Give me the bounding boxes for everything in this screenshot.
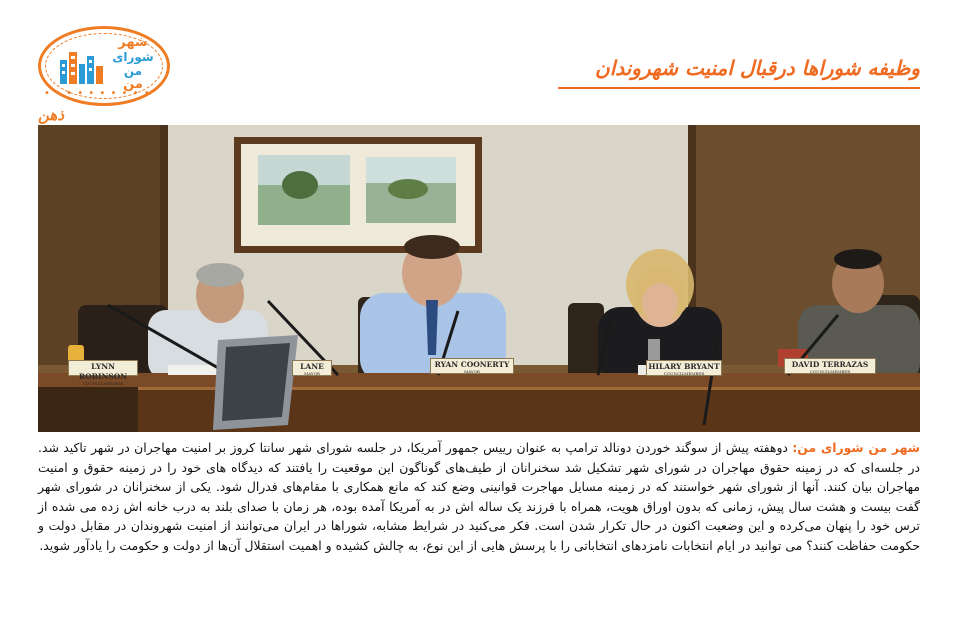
nameplate-role: COUNCILMEMBER (663, 371, 705, 376)
nameplate-role: COUNCILMEMBER (809, 369, 851, 374)
logo-dots: • • • • • • • • • • (44, 88, 151, 99)
nameplate-name: RYAN COONERTY (434, 360, 510, 369)
logo-wordmark (104, 36, 162, 92)
article-photo (38, 125, 920, 432)
nameplate-role: MAYOR (304, 371, 320, 376)
nameplate-name: HILARY BRYANT (648, 362, 720, 371)
nameplate-name: DAVID TERRAZAS (791, 360, 869, 369)
skyline-icon (58, 46, 108, 86)
council-meeting-photo (38, 125, 920, 432)
logo-line-1: شهر (118, 35, 148, 50)
article-lead: شهر من شورای من: (792, 440, 920, 455)
logo-signature: ذهن (38, 106, 65, 124)
nameplate-name: LANE (300, 362, 324, 371)
nameplate (430, 358, 514, 374)
nameplate (784, 358, 876, 374)
nameplate-role: MAYOR (464, 369, 480, 374)
nameplate (292, 360, 332, 376)
site-logo (38, 26, 176, 122)
nameplate-name: LYNN ROBINSON (78, 362, 128, 381)
logo-line-3: من (123, 77, 143, 92)
headline-underline (558, 87, 920, 89)
logo-line-2: شورای من (112, 50, 154, 78)
article-text: دوهفته پیش از سوگند خوردن دونالد ترامپ به عنوان رییس جمهور آمریکا، در جلسه شورای شهر سانتا کروز بر امنیت مهاجران در شهر تاکید شد. در جلسه‌ای که در زمینه حقوق مهاجران در شورای شهر تشکیل شد سخنرانان از طیف‌های گوناگون این موقعیت را یافتند که دیدگاه های خود را در زمینه حقوق و امنیت مهاجران بیان کنند. آنها از شورای شهر خواستند که در زمینه مسایل مهاجرت قوانینی وضع کند که مانع همکاری با مقام‌های فدرال شود. یکی از سخنرانان در شورای شهر گفت بیست و هشت سال پیش، زمانی که بدون اوراق هویت، همراه با فرزند یک ساله اش در به آمریکا آمده بوده، هر زمان با صدای بلند به درب خانه اش زده می شده از ترس خود را پنهان می‌کرده و این وضعیت اکنون در حال تکرار شدن است. فکر می‌کنید در شرایط مشابه، شوراها در ایران می‌توانند از امنیت شهروندان در مقابل دولت و حکومت حفاظت کنند؟ می توانید در ایام انتخابات نامزدهای انتخاباتی را با پرسش هایی از این نوع، به چالش کشیده و اهمیت استقلال آن‌ها از دولت و حکومت را یادآور شوید. (38, 440, 920, 553)
article-body (38, 438, 920, 555)
nameplate (68, 360, 138, 386)
nameplate-role: COUNCILMEMBER (82, 381, 124, 386)
article-headline: وظیفه شوراها درقبال امنیت شهروندان (595, 56, 920, 80)
nameplate (646, 360, 722, 376)
